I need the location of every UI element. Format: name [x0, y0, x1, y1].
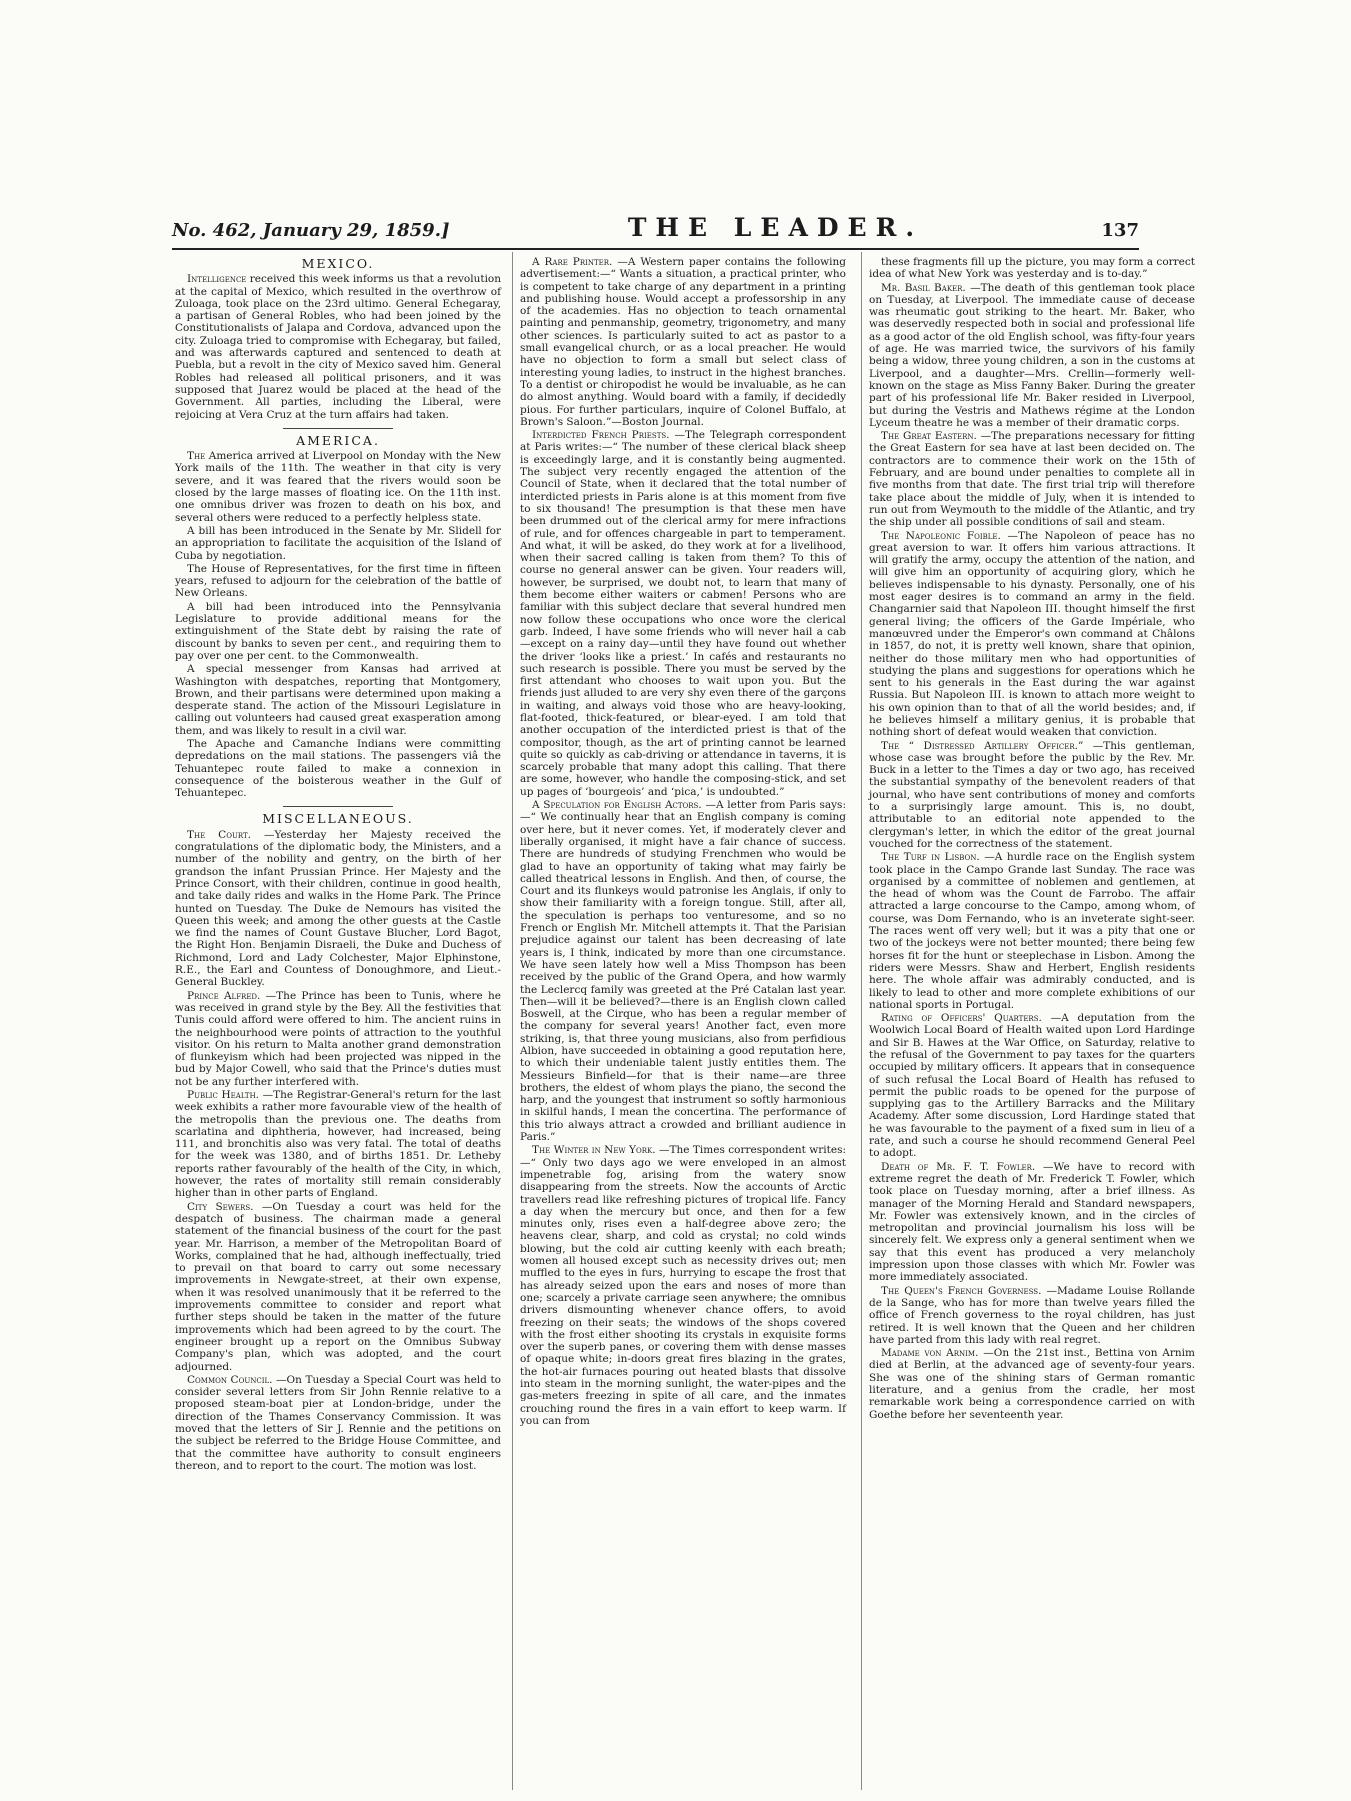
article-text: —A letter from Paris says:—“ We continually hear that an English company is coming over here, but it never comes. Yet, if moderately clever and liberally organised, it might have a fair chance of success. There are hundreds of studying Frenchmen who would be glad to have an opportunity of taking what may fairly be called theatrical lessons in English. And then, of course, the Court and its flunkeys would patronise les Anglais, if only to show their familiarity with a foreign tongue. Still, after all, the speculation is perhaps too venturesome, and so no French or English Mr. Mitchell attempts it. That the Parisian prejudice against our talent has been decreasing of late years is, I think, indicated by more than one circumstance. We have seen lately how well a Miss Thompson has been received by the public of the Grand Opera, and how warmly the Leclercq family was greeted at the Pré Catalan last year. Then—will it be believed?—there is an English clown called Boswell, at the Cirque, who has been a regular member of the company for several years! Another fact, even more striking, is, that three young musicians, also from perfidious Albion, have succeeded in obtaining a good reputation here, to which their undeniable talent justly entitles them. The Messieurs Binfield—for that is their name—are three brothers, the eldest of whom plays the piano, the second the harp, and the youngest that instrument so softly harmonious in skilful hands, I mean the concertina. The performance of this trio always attract a crowded and brilliant audience in Paris.” — [520, 799, 846, 1144]
section-heading: MEXICO. — [301, 256, 375, 271]
article-text: A bill has been introduced in the Senate by Mr. Slidell for an appropriation to facilitate the acquisition of the Island of Cuba by negotiation. — [175, 524, 501, 562]
article-paragraph — [175, 273, 501, 421]
page-number: 137 — [1101, 220, 1139, 241]
article-text: —The death of this gentleman took place on Tuesday, at Liverpool. The immediate cause of decease was rheumatic gout striking to the heart. Mr. Baker, who was deservedly respected both in social and professional life as a good actor of the old English school, was fifty-four years of age. He was married twice, the survivors of his family being a widow, three young children, a son in the customs at Liverpool, and a daughter—Mrs. Crellin—formerly well-known on the stage as Miss Fanny Baker. During the greater part of his professional life Mr. Baker resided in Liverpool, but during the Vestris and Mathews régime at the London Lyceum theatre he was a member of their dramatic corps. — [869, 281, 1196, 429]
article-lead: Public Health. — [187, 1089, 260, 1101]
article-paragraph — [175, 829, 501, 989]
article-lead: Death of Mr. F. T. Fowler. — [881, 1160, 1036, 1173]
article-paragraph — [520, 256, 846, 428]
article-paragraph — [869, 1285, 1195, 1346]
article-paragraph — [869, 740, 1195, 851]
article-paragraph — [175, 525, 501, 562]
column-2 — [520, 256, 846, 1428]
article-text: —The Times correspondent writes:—“ Only two days ago we were enveloped in an almost impenetrable fog, arising from the watery snow disappearing from the streets. Now the accounts of Arctic travellers read like refreshing pictures of tropical life. Fancy a day when the mercury but once, and then for a few minutes only, rises even a half-degree above zero; the heavens clear, sharp, and cold as crystal; no cold winds blowing, but the cold air cutting keenly with each breath; women all housed except such as necessity drives out; men muffled to the eyes in furs, hurrying to escape the frost that has already seized upon the ears and noses of more than one; scarcely a private carriage seen anywhere; the omnibus drivers dismounting whenever chance offers, to avoid freezing on their seats; the windows of the shops covered with the frost either shooting its crystals in exquisite forms over the superb panes, or covering them with dense masses of opaque white; in-doors great fires blazing in the grates, the hot-air furnaces pouring out heated blasts that dissolve into steam in the morning sunlight, the water-pipes and the gas-meters freezing in spite of all care, and the inmates crouching round the fires in a vain effort to keep warm. If you can from — [520, 1144, 846, 1427]
article-lead: Common Council. — [187, 1373, 273, 1386]
article-text: A bill had been introduced into the Pennsylvania Legislature to provide additional means for the extinguishment of the State debt by raising the rate of discount by banks to seven per cent., and requiring them to pay over one per cent. to the Commonwealth. — [175, 600, 501, 662]
article-paragraph — [869, 851, 1195, 1011]
masthead — [172, 213, 1139, 249]
article-text: —The preparations necessary for fitting the Great Eastern for sea have at last been decided on. The contractors are to commence their work on the 15th of February, and are bound under penalties to complete all in five months from that date. The first trial trip will therefore take place about the middle of July, when it is intended to run out from Weymouth to the middle of the Atlantic, and try the ship under all possible conditions of sail and steam. — [869, 430, 1195, 529]
issue-date: No. 462, January 29, 1859.] — [172, 220, 450, 241]
newspaper-title: THE LEADER. — [627, 213, 924, 242]
article-lead: Rating of Officers' Quarters. — [881, 1012, 1042, 1025]
column-divider — [861, 252, 862, 1790]
article-lead: Madame von Arnim. — [881, 1347, 979, 1360]
article-text: The Apache and Camanche Indians were committing depredations on the mail stations. The passengers viâ the Tehuantepec route failed to make a connexion in consequence of the boisterous weather in the Gulf of Tehuantepec. — [175, 737, 501, 800]
article-paragraph — [869, 1012, 1195, 1160]
article-paragraph — [869, 1161, 1195, 1284]
section-separator — [283, 806, 393, 807]
article-lead: Interdicted French Priests. — [532, 429, 670, 442]
article-lead: Prince Alfred. — [187, 989, 261, 1002]
article-paragraph — [175, 1089, 501, 1200]
masthead-rule — [172, 248, 1139, 250]
article-paragraph — [175, 450, 501, 524]
article-lead: The Queen's French Governess. — [881, 1284, 1042, 1297]
article-text: —Yesterday her Majesty received the congratulations of the diplomatic body, the Ministers, and a number of the nobility and gentry, on the birth of her grandson the infant Prussian Prince. Her Majesty and the Prince Consort, with their children, continue in good health, and take daily rides and walks in the Home Park. The Prince hunted on Tuesday. The Duke de Nemours has visited the Queen this week; and among the other guests at the Castle we find the names of Count Gustave Blucher, Lord Bagot, the Right Hon. Benjamin Disraeli, the Duke and Duchess of Richmond, Lord and Lady Colchester, Major Elphinstone, R.E., the Earl and Countess of Donoughmore, and Lieut.-General Buckley. — [175, 828, 501, 989]
article-lead: The Court. — [187, 828, 251, 841]
article-lead: The Turf in Lisbon. — [881, 851, 980, 864]
article-text: these fragments fill up the picture, you may form a correct idea of what New York was yesterday and is to-day.” — [869, 256, 1195, 281]
article-text: —On Tuesday a Special Court was held to consider several letters from Sir John Rennie relative to a proposed steam-boat pier at London-bridge, under the direction of the Thames Conservancy Commission. It was moved that the letters of Sir J. Rennie and the petitions on the subject be referred to the Bridge House Committee, and that the committee have authority to consult engineers thereon, and to report to the court. The motion was lost. — [175, 1373, 501, 1472]
article-paragraph — [520, 1144, 846, 1427]
article-text: —A hurdle race on the English system took place in the Campo Grande last Sunday. The race was organised by a committee of noblemen and gentlemen, at the head of whom was the Count de Farrobo. The affair attracted a large concourse to the Campo, among whom, of course, was Dom Fernando, who is an inveterate sight-seer. The races went off very well; but it was a pity that one or two of the jockeys were not better mounted; there being few horses fit for the hunt or steeplechase in Lisbon. Among the riders were Messrs. Shaw and Herbert, English residents here. The whole affair was admirably conducted, and is likely to lead to other and more complete exhibitions of our national sports in Portugal. — [869, 851, 1195, 1011]
article-text: —A Western paper contains the following advertisement:—“ Wants a situation, a practical printer, who is competent to take charge of any department in a printing and publishing house. Would accept a professorship in any of the academies. Has no objection to teach ornamental painting and penmanship, geometry, trigonometry, and many other sciences. Is particularly suited to act as pastor to a small evangelical church, or as a local preacher. He would have no objection to form a small but select class of interesting young ladies, to instruct in the highest branches. To a dentist or chiropodist he would be invaluable, as he can do almost anything. Would board with a family, if decidedly pious. For further particulars, inquire of Colonel Buffalo, at Brown's Saloon.”—Boston Journal. — [520, 256, 846, 428]
article-paragraph — [175, 990, 501, 1088]
article-paragraph — [869, 430, 1195, 528]
article-lead: Mr. Basil Baker. — [881, 281, 966, 294]
article-paragraph — [520, 799, 846, 1143]
article-text: —The Napoleon of peace has no great aversion to war. It offers him various attractions. It will gratify the army, occupy the attention of the nation, and will give him an opportunity of acquiring glory, which he believes indispensable to his dynasty. Personally, one of his most eager desires is to command an army in the field. Changarnier said that Napoleon III. thought himself the first general living; the officers of the Garde Impériale, who manœuvred under the Emperor's own command at Châlons in 1857, do not, it is pretty well known, share that opinion, neither do those military men who had opportunities of studying the plans and suggestions for operations which he sent to his generals in the East during the war against Russia. But Napoleon III. is known to attach more weight to his own opinion than to that of all the world besides; and, if he believes himself a military genius, it is probable that nothing short of defeat would weaken that conviction. — [869, 529, 1196, 739]
article-text: —We have to record with extreme regret the death of Mr. Frederick T. Fowler, which took place on Tuesday morning, after a brief illness. As manager of the Morning Herald and Standard newspapers, Mr. Fowler was extensively known, and in the circles of metropolitan and provincial journalism his loss will be sincerely felt. We express only a general sentiment when we say that this event has produced a very melancholy impression upon those classes with which Mr. Fowler was more immediately associated. — [869, 1160, 1196, 1284]
article-lead: The Great Eastern. — [881, 430, 977, 443]
article-text: A special messenger from Kansas had arrived at Washington with despatches, reporting that Montgomery, Brown, and their partisans were determined upon making a desperate stand. The action of the Missouri Legislature in calling out volunteers had caused great exasperation among them, and was likely to result in a civil war. — [175, 663, 501, 737]
article-text: —Madame Louise Rollande de la Sange, who has for more than twelve years filled the office of French governess to the royal children, has just retired. It is well known that the Queen and her children have parted from this lady with real regret. — [869, 1284, 1196, 1346]
article-lead: The — [187, 450, 206, 463]
article-paragraph — [869, 282, 1195, 430]
article-text: —On Tuesday a court was held for the despatch of business. The chairman made a general statement of the financial business of the court for the past year. Mr. Harrison, a member of the Metropolitan Board of Works, complained that he had, although ineffectually, tried to prevail on that board to carry out some necessary improvements in Newgate-street, at their own expense, when it was resolved unanimously that it be referred to the improvements committee to consider and report what further steps should be taken in the matter of the future improvements which had been agreed to by the court. The engineer brought up a report on the Omnibus Subway Company's plan, which was adopted, and the court adjourned. — [175, 1200, 501, 1373]
article-paragraph — [869, 530, 1195, 739]
section-heading: MISCELLANEOUS. — [262, 811, 414, 827]
article-lead: City Sewers. — [187, 1200, 254, 1213]
article-lead: The Napoleonic Foible. — [881, 529, 1001, 542]
article-paragraph — [175, 663, 501, 737]
article-text: —A deputation from the Woolwich Local Board of Health waited upon Lord Hardinge and Sir B. Hawes at the War Office, on Saturday, relative to the refusal of the Government to pay taxes for the quarters occupied by military officers. It appears that in consequence of such refusal the Local Board of Health has refused to permit the public roads to be opened for the purpose of supplying gas to the Artillery Barracks and the Military Academy. After some discussion, Lord Hardinge stated that he was favourable to the payment of a fixed sum in lieu of a rate, and such a course he should recommend General Peel to adopt. — [869, 1012, 1195, 1160]
article-paragraph — [175, 563, 501, 600]
article-lead: A Rare Printer. — [532, 256, 613, 268]
article-lead: Intelligence — [187, 273, 247, 286]
section-separator — [283, 428, 393, 429]
article-paragraph — [520, 429, 846, 798]
column-divider — [512, 252, 513, 1790]
article-paragraph — [175, 1374, 501, 1472]
article-lead: A Speculation for English Actors. — [532, 799, 702, 812]
article-paragraph — [175, 738, 501, 799]
article-text: —The Telegraph correspondent at Paris writes:—“ The number of these clerical black sheep is exceedingly large, and it is constantly being augmented. The subject very recently engaged the attention of the Council of State, when it declared that the total number of interdicted priests in Paris alone is at this moment from five to six thousand! The presumption is that these men have been drummed out of the clerical army for mere infractions of rule, and for offences chargeable in part to temperament. And what, it will be asked, do they work at for a livelihood, when their sacred calling is taken from them? To this of course no general answer can be given. Your readers will, however, be surprised, we doubt not, to learn that many of them become either waiters or cabmen! Persons who are familiar with this subject declare that several hundred men now follow these occupations who once wore the clerical garb. Indeed, I have some friends who will never hail a cab—except on a rainy day—until they have found out whether the driver ‘looks like a priest.’ In cafés and restaurants no such research is possible. There you must be served by the first attendant who chooses to wait upon you. But the friends just alluded to are very shy even there of the garçons in waiting, and always void those who are heavy-looking, flat-footed, thick-featured, or blear-eyed. I am told that another occupation of the interdicted priest is that of the compositor, though, as the art of printing cannot be learned quite so quickly as cab-driving or attendance in taverns, it is scarcely probable that many adopt this calling. That there are some, however, who handle the composing-stick, and set up pages of ‘bourgeois’ and ‘pica,’ is undoubted.” — [520, 429, 846, 798]
article-paragraph — [175, 601, 501, 662]
article-text: —This gentleman, whose case was brought before the public by the Rev. Mr. Buck in a letter to the Times a day or two ago, has received the substantial sympathy of the benevolent readers of that journal, who have sent contributions of money and comforts to a surprisingly large amount. This is, no doubt, attributable to an editorial note appended to the clergyman's letter, in which the editor of the great journal vouched for the correctness of the statement. — [869, 739, 1195, 850]
article-text: —The Prince has been to Tunis, where he was received in grand style by the Bey. All the festivities that Tunis could afford were offered to him. The ancient ruins in the neighbourhood were points of attraction to the youthful visitor. On his return to Malta another grand demonstration of flunkeyism which had been projected was nipped in the bud by Major Cowell, who said that the Prince's duties must not be any further interfered with. — [175, 989, 502, 1088]
article-text: —The Registrar-General's return for the last week exhibits a rather more favourable view of the health of the metropolis than the previous one. The deaths from scarlatina and diphtheria, however, had increased, being 111, and bronchitis also was very fatal. The total of deaths for the week was 1380, and of births 1851. Dr. Letheby reports rather favourably of the health of the City, in which, however, the rates of mortality still remain considerably higher than in other parts of England. — [175, 1089, 501, 1200]
article-text: —On the 21st inst., Bettina von Arnim died at Berlin, at the advanced age of seventy-four years. She was one of the shining stars of German romantic literature, and a genius from the cradle, her most remarkable work being a correspondence carried on with Goethe before her seventeenth year. — [869, 1347, 1195, 1421]
section-heading: AMERICA. — [296, 432, 380, 448]
article-text: America arrived at Liverpool on Monday with the New York mails of the 11th. The weather in that city is very severe, and it was feared that the rivers would soon be closed by the large masses of floating ice. On the 11th inst. one omnibus driver was frozen to death on his box, and several others were reduced to a perfectly helpless state. — [175, 450, 501, 524]
article-text: received this week informs us that a revolution at the capital of Mexico, which resulted in the overthrow of Zuloaga, took place on the 23rd ultimo. General Echegaray, a partisan of General Robles, who had been joined by the Constitutionalists of Jalapa and Cordova, advanced upon the city. Zuloaga tried to compromise with Echegaray, but failed, and was afterwards captured and sentenced to death at Puebla, but a revolt in the city of Mexico saved him. General Robles had released all political prisoners, and it was supposed that Juarez would be placed at the head of the Government. All parties, including the Liberal, were rejoicing at Vera Cruz at the turn affairs had taken. — [175, 273, 502, 421]
article-text: The House of Representatives, for the first time in fifteen years, refused to adjourn for the celebration of the battle of New Orleans. — [175, 562, 501, 600]
article-paragraph — [869, 1347, 1195, 1421]
article-paragraph — [869, 256, 1195, 281]
article-lead: The Winter in New York. — [532, 1144, 656, 1157]
article-lead: The “ Distressed Artillery Officer.” — [881, 739, 1084, 752]
column-1 — [175, 256, 501, 1473]
column-3 — [869, 256, 1195, 1422]
article-paragraph — [175, 1201, 501, 1373]
